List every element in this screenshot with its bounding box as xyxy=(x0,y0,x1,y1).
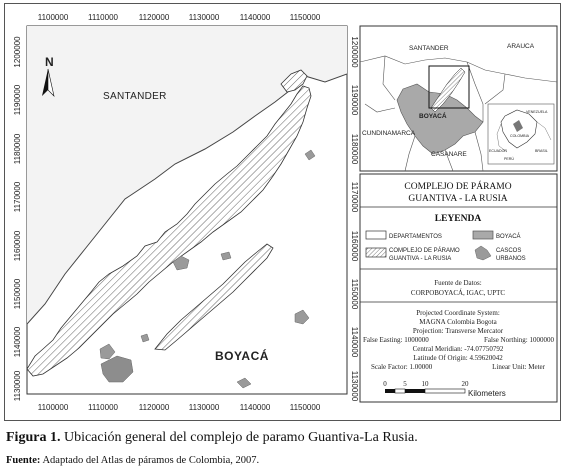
y-tick-right: 1190000 xyxy=(350,84,359,116)
y-tick-left: 1170000 xyxy=(13,181,22,213)
projection-line: Latitude Of Origin: 4.59620042 xyxy=(413,354,503,362)
inset-country-locator xyxy=(488,104,554,164)
legend-source-value: CORPOBOYACÁ, IGAC, UPTC xyxy=(410,289,506,297)
figure-source xyxy=(6,455,259,466)
y-tick-right: 1180000 xyxy=(350,133,359,165)
inset-label-santander: SANTANDER xyxy=(409,45,449,52)
source-label: Fuente: xyxy=(6,455,41,466)
legend-label-cascos-1: CASCOS xyxy=(496,248,522,254)
legend-label-boyaca: BOYACÁ xyxy=(496,234,521,240)
y-tick-left: 1160000 xyxy=(13,230,22,262)
y-tick-left: 1130000 xyxy=(13,370,22,402)
y-axis-left xyxy=(13,36,22,401)
y-tick-left: 1150000 xyxy=(13,278,22,310)
legend-heading: LEYENDA xyxy=(434,214,482,224)
legend-swatch-complejo xyxy=(366,248,386,257)
legend-title-line1: COMPLEJO DE PÁRAMO xyxy=(404,182,512,192)
x-tick-top: 1100000 xyxy=(37,13,69,22)
y-tick-right: 1140000 xyxy=(350,326,359,358)
y-tick-left: 1200000 xyxy=(13,36,22,68)
inset-label-arauca: ARAUCA xyxy=(507,43,535,50)
legend-panel xyxy=(360,174,557,402)
y-tick-right: 1150000 xyxy=(350,278,359,310)
inset-label-boyaca: BOYACÁ xyxy=(419,113,447,120)
north-label: N xyxy=(45,55,55,69)
x-tick-top: 1150000 xyxy=(289,13,321,22)
scale-unit: Kilometers xyxy=(468,389,506,398)
scale-tick: 10 xyxy=(421,380,429,388)
projection-line: Projected Coordinate System: xyxy=(416,309,500,317)
legend-label-cascos-2: URBANOS xyxy=(496,256,526,262)
y-tick-left: 1140000 xyxy=(13,326,22,358)
x-tick-top: 1130000 xyxy=(188,13,220,22)
x-axis-bottom xyxy=(38,403,321,412)
mini-label-ecuador: ECUADOR xyxy=(489,149,507,153)
x-tick-bottom: 1100000 xyxy=(37,403,69,412)
legend-source-label: Fuente de Datos: xyxy=(434,279,482,287)
legend-swatch-boyaca xyxy=(473,231,493,239)
x-tick-bottom: 1140000 xyxy=(239,403,271,412)
projection-line: False Northing: 1000000 xyxy=(484,336,554,344)
projection-line: Projection: Transverse Mercator xyxy=(412,327,504,335)
scale-tick: 5 xyxy=(403,380,407,388)
y-tick-right: 1130000 xyxy=(350,370,359,402)
legend-label-complejo-1: COMPLEJO DE PÁRAMO xyxy=(389,248,460,254)
mini-label-colombia: COLOMBIA xyxy=(510,134,529,138)
scale-tick: 0 xyxy=(383,380,387,388)
y-tick-left: 1180000 xyxy=(13,133,22,165)
mini-label-peru: PERÚ xyxy=(504,157,514,161)
x-tick-top: 1140000 xyxy=(239,13,271,22)
scale-tick: 20 xyxy=(461,380,469,388)
inset-map xyxy=(360,26,557,171)
label-santander: SANTANDER xyxy=(103,91,167,102)
mini-label-venezuela: VENEZUELA xyxy=(526,110,548,114)
y-tick-right: 1170000 xyxy=(350,181,359,213)
x-tick-bottom: 1150000 xyxy=(289,403,321,412)
x-tick-bottom: 1110000 xyxy=(88,403,118,412)
caption-text: Ubicación general del complejo de paramo Guantiva-La Rusia. xyxy=(60,430,418,445)
main-map xyxy=(27,26,347,394)
y-tick-left: 1190000 xyxy=(13,84,22,116)
source-text: Adaptado del Atlas de páramos de Colombia, 2007. xyxy=(40,455,260,466)
mini-label-brasil: BRASIL xyxy=(535,149,548,153)
inset-label-casanare: CASANARE xyxy=(431,151,467,158)
map-figure xyxy=(5,4,562,422)
projection-line: Central Meridian: -74.07750792 xyxy=(412,345,504,353)
legend-label-complejo-2: GUANTIVA - LA RUSIA xyxy=(389,256,452,262)
y-axis-right xyxy=(350,36,359,401)
inset-label-cundinamarca: CUNDINAMARCA xyxy=(362,130,416,137)
projection-line: Linear Unit: Meter xyxy=(492,363,545,371)
label-boyaca: BOYACÁ xyxy=(215,349,269,363)
projection-line: Scale Factor: 1.00000 xyxy=(371,363,433,371)
figure-frame xyxy=(4,3,561,421)
x-tick-top: 1120000 xyxy=(138,13,170,22)
x-tick-bottom: 1130000 xyxy=(188,403,220,412)
projection-line: MAGNA Colombia Bogota xyxy=(419,318,497,326)
figure-caption xyxy=(6,430,418,446)
x-axis-top xyxy=(38,13,321,22)
caption-label: Figura 1. xyxy=(6,430,61,445)
legend-label-departamentos: DEPARTAMENTOS xyxy=(389,234,442,240)
y-tick-right: 1200000 xyxy=(350,36,359,68)
projection-line: False Easting: 1000000 xyxy=(363,336,429,344)
y-tick-right: 1160000 xyxy=(350,230,359,262)
legend-swatch-departamentos xyxy=(366,231,386,239)
x-tick-bottom: 1120000 xyxy=(138,403,170,412)
legend-title-line2: GUANTIVA - LA RUSIA xyxy=(408,194,508,204)
x-tick-top: 1110000 xyxy=(88,13,118,22)
